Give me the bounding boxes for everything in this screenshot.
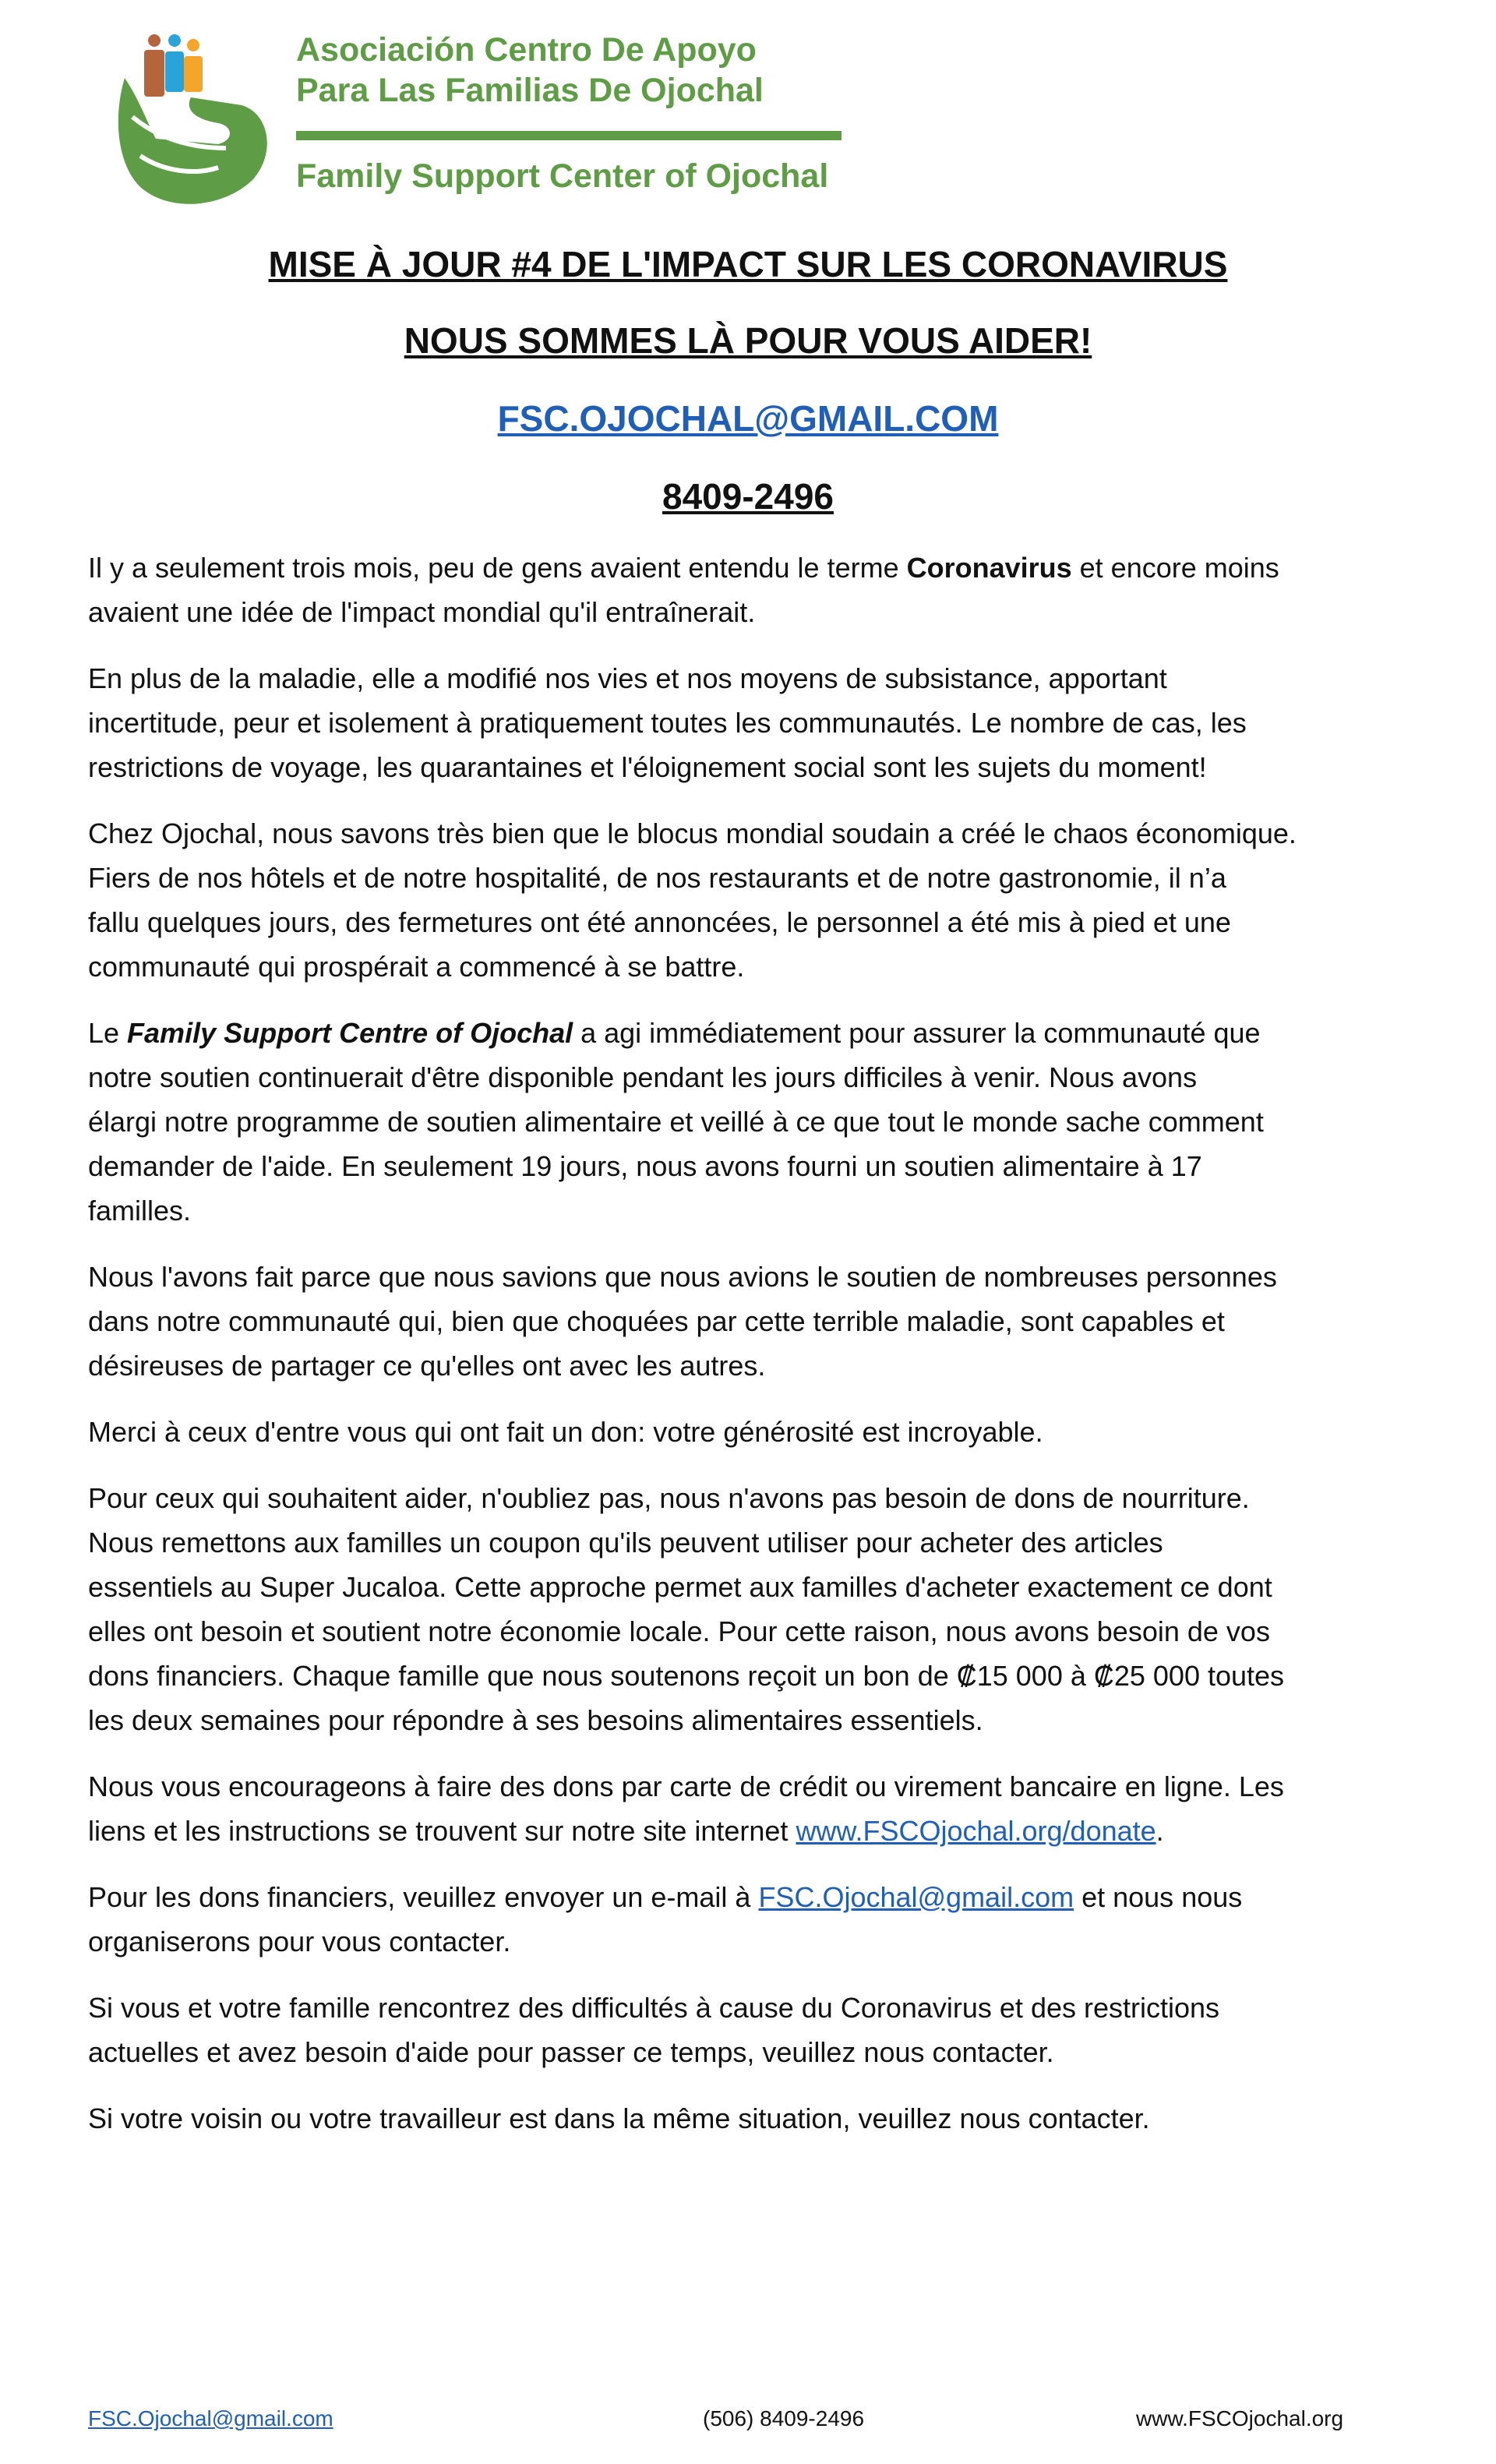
paragraph-line <box>88 1476 1444 1520</box>
paragraph-line <box>88 545 1444 590</box>
organization-logo <box>109 31 857 210</box>
paragraph <box>88 811 1444 989</box>
paragraph-line <box>88 1100 1444 1144</box>
paragraph <box>88 1764 1444 1853</box>
text-segment: Nous l'avons fait parce que nous savions que nous avions le soutien de nombreuses personnes <box>88 1261 1277 1293</box>
family-hand-logo-icon <box>109 31 280 210</box>
paragraph-line <box>88 1188 1444 1233</box>
paragraph <box>88 1410 1444 1454</box>
text-segment: élargi notre programme de soutien alimentaire et veillé à ce que tout le monde sache comment <box>88 1106 1264 1138</box>
paragraph <box>88 656 1444 789</box>
logo-spanish-name-line1: Asociación Centro De Apoyo <box>296 31 757 69</box>
paragraph-line <box>88 701 1444 745</box>
text-segment: restrictions de voyage, les quarantaines et l'éloignement social sont les sujets du moment! <box>88 751 1207 783</box>
paragraph-line <box>88 1055 1444 1100</box>
paragraph <box>88 1011 1444 1233</box>
paragraph-line <box>88 1520 1444 1565</box>
footer-email-link[interactable]: FSC.Ojochal@gmail.com <box>88 2406 333 2430</box>
emphasized-text: Coronavirus <box>906 552 1072 584</box>
paragraph <box>88 1875 1444 1964</box>
paragraph-line <box>88 811 1444 856</box>
text-segment: essentiels au Super Jucaloa. Cette approche permet aux familles d'acheter exactement ce dont <box>88 1571 1272 1603</box>
text-segment: dons financiers. Chaque famille que nous soutenons reçoit un bon de ₡15 000 à ₡25 000 toutes <box>88 1660 1285 1692</box>
body-text <box>88 545 1444 2162</box>
text-segment: Si votre voisin ou votre travailleur est dans la même situation, veuillez nous contacter. <box>88 2102 1150 2134</box>
text-segment: organiserons pour vous contacter. <box>88 1926 511 1957</box>
text-segment: En plus de la maladie, elle a modifié nos vies et nos moyens de subsistance, apportant <box>88 662 1167 694</box>
text-segment: Merci à ceux d'entre vous qui ont fait un don: votre générosité est incroyable. <box>88 1416 1043 1448</box>
text-segment: les deux semaines pour répondre à ses besoins alimentaires essentiels. <box>88 1704 983 1736</box>
paragraph <box>88 1476 1444 1742</box>
text-segment: incertitude, peur et isolement à pratiquement toutes les communautés. Le nombre de cas, les <box>88 707 1247 739</box>
paragraph-line <box>88 1565 1444 1609</box>
paragraph-line <box>88 856 1444 900</box>
paragraph-line <box>88 1875 1444 1919</box>
text-segment: Nous remettons aux familles un coupon qu'ils peuvent utiliser pour acheter des articles <box>88 1527 1163 1559</box>
paragraph-line <box>88 1919 1444 1964</box>
paragraph-line <box>88 1809 1444 1853</box>
text-segment: notre soutien continuerait d'être disponible pendant les jours difficiles à venir. Nous avons <box>88 1061 1198 1093</box>
footer-phone: (506) 8409-2496 <box>703 2406 865 2430</box>
text-segment: demander de l'aide. En seulement 19 jours, nous avons fourni un soutien alimentaire à 17 <box>88 1150 1202 1182</box>
text-segment: . <box>1156 1815 1164 1847</box>
logo-divider <box>296 131 842 140</box>
text-segment: Si vous et votre famille rencontrez des difficultés à cause du Coronavirus et des restrictions <box>88 1992 1220 2024</box>
text-segment: désireuses de partager ce qu'elles ont avec les autres. <box>88 1350 766 1382</box>
logo-spanish-name-line2: Para Las Familias De Ojochal <box>296 72 764 109</box>
inline-link[interactable]: www.FSCOjochal.org/donate <box>796 1815 1156 1847</box>
paragraph-line <box>88 1011 1444 1055</box>
paragraph-line <box>88 2030 1444 2074</box>
emphasized-text: Family Support Centre of Ojochal <box>127 1017 573 1049</box>
text-segment: dans notre communauté qui, bien que choquées par cette terrible maladie, sont capables et <box>88 1305 1225 1337</box>
footer <box>0 2406 1496 2438</box>
text-segment: actuelles et avez besoin d'aide pour passer ce temps, veuillez nous contacter. <box>88 2036 1054 2068</box>
text-segment: Pour les dons financiers, veuillez envoyer un e-mail à <box>88 1881 759 1913</box>
text-segment: communauté qui prospérait a commencé à se battre. <box>88 951 745 983</box>
paragraph-line <box>88 590 1444 634</box>
footer-website: www.FSCOjochal.org <box>1136 2406 1344 2430</box>
paragraph-line <box>88 1343 1444 1388</box>
paragraph-line <box>88 1764 1444 1809</box>
email-link[interactable]: FSC.OJOCHAL@GMAIL.COM <box>497 398 999 439</box>
paragraph <box>88 1986 1444 2074</box>
document-title: MISE À JOUR #4 DE L'IMPACT SUR LES CORONAVIRUS <box>268 244 1228 284</box>
paragraph-line <box>88 745 1444 789</box>
text-segment: familles. <box>88 1195 192 1227</box>
text-segment: et nous nous <box>1074 1881 1243 1913</box>
paragraph-line <box>88 1410 1444 1454</box>
text-segment: fallu quelques jours, des fermetures ont été annoncées, le personnel a été mis à pied et une <box>88 906 1231 938</box>
inline-link[interactable]: FSC.Ojochal@gmail.com <box>758 1881 1074 1913</box>
paragraph-line <box>88 1144 1444 1188</box>
paragraph-line <box>88 1299 1444 1343</box>
text-segment: Pour ceux qui souhaitent aider, n'oubliez pas, nous n'avons pas besoin de dons de nourriture. <box>88 1482 1250 1514</box>
paragraph-line <box>88 1255 1444 1299</box>
text-segment: a agi immédiatement pour assurer la communauté que <box>573 1017 1261 1049</box>
paragraph-line <box>88 1698 1444 1742</box>
text-segment: Nous vous encourageons à faire des dons par carte de crédit ou virement bancaire en ligne. Les <box>88 1770 1284 1802</box>
paragraph-line <box>88 1986 1444 2030</box>
paragraph-line <box>88 944 1444 989</box>
text-segment: Chez Ojochal, nous savons très bien que le blocus mondial soudain a créé le chaos économique. <box>88 817 1297 849</box>
paragraph <box>88 2096 1444 2141</box>
text-segment: et encore moins <box>1071 552 1279 584</box>
text-segment: Fiers de nos hôtels et de notre hospitalité, de nos restaurants et de notre gastronomie, il n’a <box>88 862 1226 894</box>
text-segment: Il y a seulement trois mois, peu de gens avaient entendu le terme <box>88 552 907 584</box>
text-segment: liens et les instructions se trouvent sur notre site internet <box>88 1815 796 1847</box>
text-segment: elles ont besoin et soutient notre économie locale. Pour cette raison, nous avons besoin de vos <box>88 1615 1270 1647</box>
phone-number: 8409-2496 <box>662 476 834 517</box>
paragraph <box>88 545 1444 634</box>
paragraph-line <box>88 656 1444 701</box>
text-segment: Le <box>88 1017 128 1049</box>
paragraph-line <box>88 1654 1444 1698</box>
logo-english-name: Family Support Center of Ojochal <box>296 157 829 195</box>
paragraph-line <box>88 900 1444 944</box>
text-segment: avaient une idée de l'impact mondial qu'il entraînerait. <box>88 596 756 628</box>
paragraph-line <box>88 2096 1444 2141</box>
document-subtitle: NOUS SOMMES LÀ POUR VOUS AIDER! <box>404 320 1092 361</box>
paragraph-line <box>88 1609 1444 1654</box>
paragraph <box>88 1255 1444 1388</box>
